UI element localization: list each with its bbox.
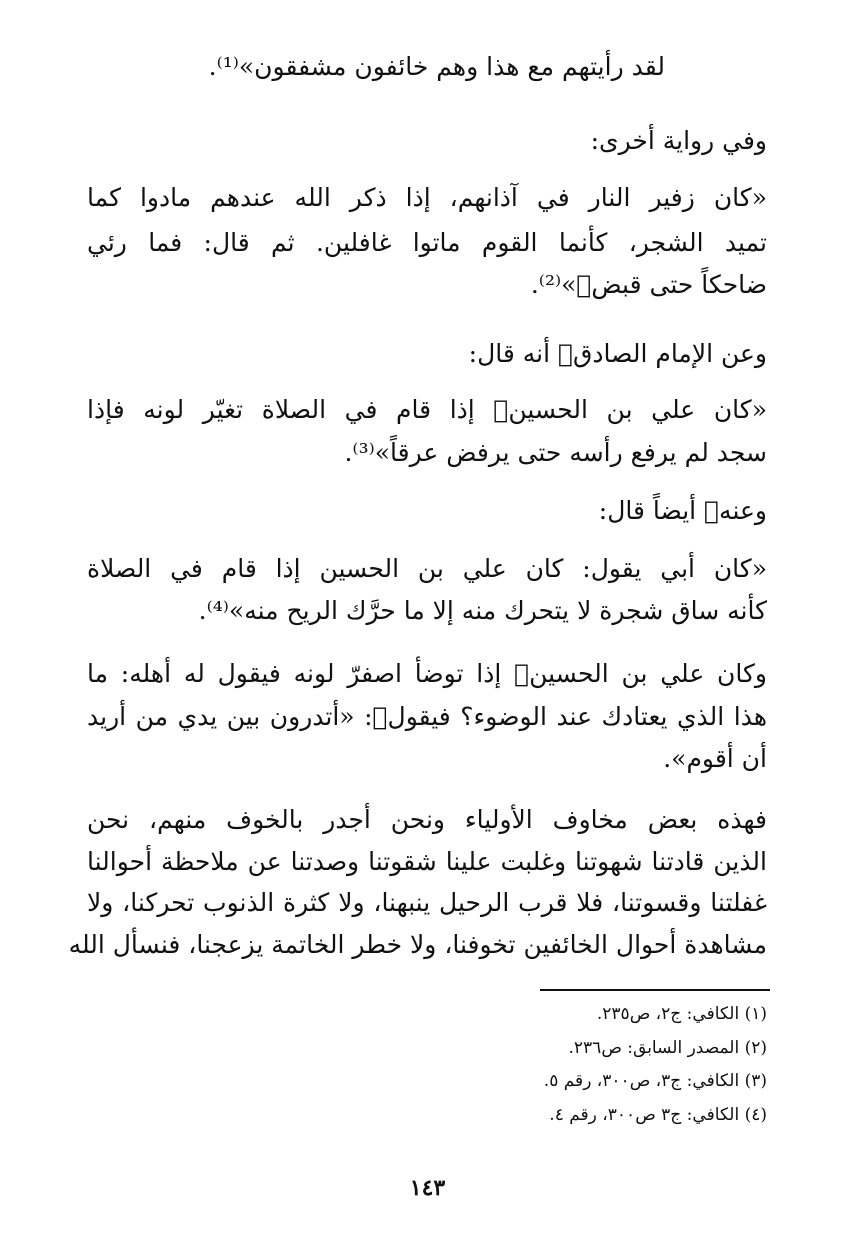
para-final-line-2: الذين قادتنا شهوتنا وغلبت علينا شقوتنا وصدتنا عن ملاحظة أحوالنا <box>87 847 767 876</box>
page-number: ١٤٣ <box>409 1175 446 1201</box>
quote2-line-2: سجد لم يرفع رأسه حتى يرفض عرقاً»⁽³⁾. <box>344 438 767 467</box>
para-wudu-line-1: وكان علي بن الحسين﷤ إذا توضأ اصفرّ لونه فيقول له أهله: ما <box>87 659 767 688</box>
quote1-line-2: تميد الشجر، كأنما القوم ماتوا غافلين. ثم قال: فما رئي <box>87 228 767 257</box>
heading-imam-sadiq: وعن الإمام الصادق﷤ أنه قال: <box>468 339 767 368</box>
footnote-1: (١) الكافي: ج٢، ص٢٣٥. <box>596 1004 767 1024</box>
para-wudu-line-2: هذا الذي يعتادك عند الوضوء؟ فيقول﷤: «أتدرون بين يدي من أريد <box>87 702 767 731</box>
footnote-3: (٣) الكافي: ج٣، ص٣٠٠، رقم ٥. <box>543 1071 767 1091</box>
quote3-line-2: كأنه ساق شجرة لا يتحرك منه إلا ما حرَّك الريح منه»⁽⁴⁾. <box>198 596 767 625</box>
quote1-line-1: «كان زفير النار في آذانهم، إذا ذكر الله عندهم مادوا كما <box>87 183 767 212</box>
para-final-line-1: فهذه بعض مخاوف الأولياء ونحن أجدر بالخوف منهم، نحن <box>87 805 767 834</box>
footnote-divider <box>540 989 770 991</box>
heading-also-said: وعنه﷤ أيضاً قال: <box>598 496 767 525</box>
quote2-line-1: «كان علي بن الحسين﷤ إذا قام في الصلاة تغيّر لونه فإذا <box>87 395 767 424</box>
heading-other-narration: وفي رواية أخرى: <box>590 126 767 155</box>
footnote-4: (٤) الكافي: ج٣ ص٣٠٠، رقم ٤. <box>549 1105 767 1125</box>
para-final-line-3: غفلتنا وقسوتنا، فلا قرب الرحيل ينبهنا، ولا كثرة الذنوب تحركنا، ولا <box>87 888 767 917</box>
para-wudu-line-3: أن أقوم». <box>663 744 767 773</box>
para-final-line-4: مشاهدة أحوال الخائفين تخوفنا، ولا خطر الخاتمة يزعجنا، فنسأل الله <box>68 930 767 959</box>
quote1-line-3: ضاحكاً حتى قبض﷤»⁽²⁾. <box>530 270 767 299</box>
quote3-line-1: «كان أبي يقول: كان علي بن الحسين إذا قام في الصلاة <box>87 554 767 583</box>
footnote-2: (٢) المصدر السابق: ص٢٣٦. <box>568 1038 767 1058</box>
intro-line: لقد رأيتهم مع هذا وهم خائفون مشفقون»⁽¹⁾. <box>208 52 665 81</box>
